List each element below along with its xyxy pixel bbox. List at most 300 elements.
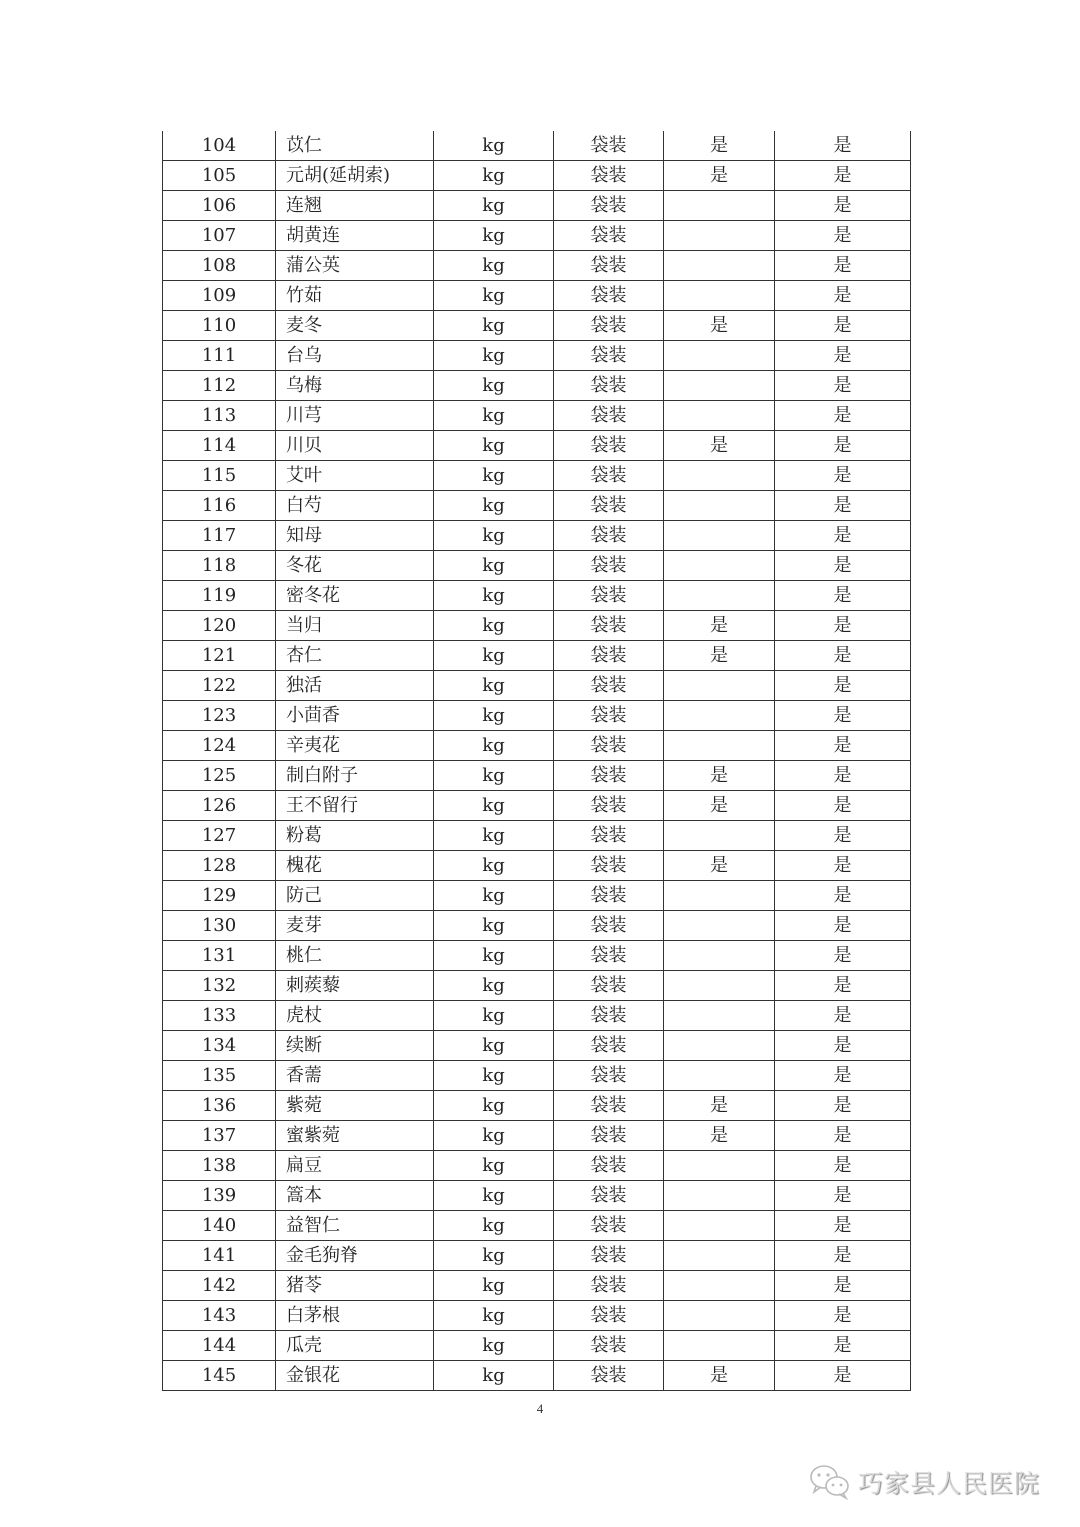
- packaging-cell: 袋装: [554, 461, 664, 491]
- flag-a-cell: [664, 971, 775, 1001]
- row-number-cell: 139: [163, 1181, 276, 1211]
- medicine-name-cell: 王不留行: [276, 791, 434, 821]
- flag-b-cell: 是: [775, 221, 911, 251]
- row-number-cell: 118: [163, 551, 276, 581]
- flag-b-cell: 是: [775, 1241, 911, 1271]
- table-row: [163, 1331, 911, 1361]
- flag-a-cell: 是: [664, 1091, 775, 1121]
- packaging-cell: 袋装: [554, 701, 664, 731]
- unit-cell: kg: [434, 431, 554, 461]
- flag-a-cell: [664, 581, 775, 611]
- unit-cell: kg: [434, 821, 554, 851]
- row-number-cell: 120: [163, 611, 276, 641]
- packaging-cell: 袋装: [554, 1091, 664, 1121]
- row-number-cell: 131: [163, 941, 276, 971]
- row-number-cell: 114: [163, 431, 276, 461]
- flag-b-cell: 是: [775, 911, 911, 941]
- flag-a-cell: 是: [664, 791, 775, 821]
- packaging-cell: 袋装: [554, 971, 664, 1001]
- medicine-name-cell: 小茴香: [276, 701, 434, 731]
- unit-cell: kg: [434, 1181, 554, 1211]
- packaging-cell: 袋装: [554, 761, 664, 791]
- row-number-cell: 128: [163, 851, 276, 881]
- packaging-cell: 袋装: [554, 821, 664, 851]
- flag-a-cell: [664, 341, 775, 371]
- table-row: [163, 431, 911, 461]
- flag-a-cell: [664, 221, 775, 251]
- flag-b-cell: 是: [775, 821, 911, 851]
- unit-cell: kg: [434, 1271, 554, 1301]
- table-row: [163, 221, 911, 251]
- table-row: [163, 1091, 911, 1121]
- unit-cell: kg: [434, 851, 554, 881]
- packaging-cell: 袋装: [554, 1001, 664, 1031]
- flag-b-cell: 是: [775, 1361, 911, 1391]
- flag-b-cell: 是: [775, 311, 911, 341]
- medicine-name-cell: 篙本: [276, 1181, 434, 1211]
- table-row: [163, 821, 911, 851]
- medicine-name-cell: 知母: [276, 521, 434, 551]
- row-number-cell: 123: [163, 701, 276, 731]
- packaging-cell: 袋装: [554, 641, 664, 671]
- packaging-cell: 袋装: [554, 581, 664, 611]
- flag-b-cell: 是: [775, 671, 911, 701]
- row-number-cell: 127: [163, 821, 276, 851]
- row-number-cell: 134: [163, 1031, 276, 1061]
- table-row: [163, 1031, 911, 1061]
- flag-a-cell: [664, 1031, 775, 1061]
- row-number-cell: 141: [163, 1241, 276, 1271]
- row-number-cell: 136: [163, 1091, 276, 1121]
- unit-cell: kg: [434, 311, 554, 341]
- watermark: [808, 1458, 1040, 1506]
- medicine-name-cell: 蒲公英: [276, 251, 434, 281]
- flag-b-cell: 是: [775, 371, 911, 401]
- medicine-name-cell: 扁豆: [276, 1151, 434, 1181]
- unit-cell: kg: [434, 911, 554, 941]
- flag-a-cell: [664, 1151, 775, 1181]
- flag-a-cell: [664, 821, 775, 851]
- packaging-cell: 袋装: [554, 311, 664, 341]
- unit-cell: kg: [434, 701, 554, 731]
- row-number-cell: 126: [163, 791, 276, 821]
- medicine-name-cell: 竹茹: [276, 281, 434, 311]
- flag-b-cell: 是: [775, 431, 911, 461]
- packaging-cell: 袋装: [554, 1211, 664, 1241]
- unit-cell: kg: [434, 341, 554, 371]
- medicine-name-cell: 金毛狗脊: [276, 1241, 434, 1271]
- flag-a-cell: [664, 491, 775, 521]
- row-number-cell: 122: [163, 671, 276, 701]
- medicine-name-cell: 辛夷花: [276, 731, 434, 761]
- packaging-cell: 袋装: [554, 791, 664, 821]
- flag-b-cell: 是: [775, 461, 911, 491]
- flag-b-cell: 是: [775, 1091, 911, 1121]
- medicine-name-cell: 蜜紫菀: [276, 1121, 434, 1151]
- flag-a-cell: 是: [664, 611, 775, 641]
- unit-cell: kg: [434, 251, 554, 281]
- unit-cell: kg: [434, 671, 554, 701]
- unit-cell: kg: [434, 1331, 554, 1361]
- table-row: [163, 1241, 911, 1271]
- flag-a-cell: [664, 1001, 775, 1031]
- unit-cell: kg: [434, 881, 554, 911]
- table-row: [163, 671, 911, 701]
- row-number-cell: 140: [163, 1211, 276, 1241]
- medicine-name-cell: 白茅根: [276, 1301, 434, 1331]
- packaging-cell: 袋装: [554, 491, 664, 521]
- flag-b-cell: 是: [775, 641, 911, 671]
- medicine-name-cell: 麦芽: [276, 911, 434, 941]
- medicine-name-cell: 当归: [276, 611, 434, 641]
- packaging-cell: 袋装: [554, 1181, 664, 1211]
- medicine-name-cell: 杏仁: [276, 641, 434, 671]
- unit-cell: kg: [434, 221, 554, 251]
- flag-a-cell: [664, 551, 775, 581]
- medicine-name-cell: 川贝: [276, 431, 434, 461]
- unit-cell: kg: [434, 611, 554, 641]
- flag-a-cell: [664, 251, 775, 281]
- flag-a-cell: [664, 1271, 775, 1301]
- medicine-name-cell: 虎杖: [276, 1001, 434, 1031]
- packaging-cell: 袋装: [554, 911, 664, 941]
- medicine-name-cell: 冬花: [276, 551, 434, 581]
- packaging-cell: 袋装: [554, 341, 664, 371]
- unit-cell: kg: [434, 641, 554, 671]
- flag-b-cell: 是: [775, 851, 911, 881]
- row-number-cell: 137: [163, 1121, 276, 1151]
- flag-b-cell: 是: [775, 1031, 911, 1061]
- unit-cell: kg: [434, 551, 554, 581]
- flag-b-cell: 是: [775, 1271, 911, 1301]
- flag-a-cell: 是: [664, 851, 775, 881]
- packaging-cell: 袋装: [554, 1121, 664, 1151]
- row-number-cell: 117: [163, 521, 276, 551]
- row-number-cell: 105: [163, 161, 276, 191]
- table-row: [163, 701, 911, 731]
- table-row: [163, 521, 911, 551]
- table-row: [163, 401, 911, 431]
- packaging-cell: 袋装: [554, 611, 664, 641]
- flag-a-cell: [664, 731, 775, 761]
- unit-cell: kg: [434, 1121, 554, 1151]
- packaging-cell: 袋装: [554, 671, 664, 701]
- flag-a-cell: 是: [664, 641, 775, 671]
- unit-cell: kg: [434, 1001, 554, 1031]
- row-number-cell: 132: [163, 971, 276, 1001]
- medicine-name-cell: 防己: [276, 881, 434, 911]
- flag-a-cell: [664, 941, 775, 971]
- table-row: [163, 1211, 911, 1241]
- medicine-name-cell: 元胡(延胡索): [276, 161, 434, 191]
- table-row: [163, 191, 911, 221]
- row-number-cell: 124: [163, 731, 276, 761]
- flag-b-cell: 是: [775, 131, 911, 161]
- flag-a-cell: [664, 881, 775, 911]
- flag-a-cell: [664, 281, 775, 311]
- medicine-name-cell: 川芎: [276, 401, 434, 431]
- flag-a-cell: [664, 1241, 775, 1271]
- medicine-name-cell: 乌梅: [276, 371, 434, 401]
- medicine-name-cell: 猪苓: [276, 1271, 434, 1301]
- table-row: [163, 551, 911, 581]
- medicine-name-cell: 制白附子: [276, 761, 434, 791]
- medicine-name-cell: 桃仁: [276, 941, 434, 971]
- table-row: [163, 641, 911, 671]
- medicine-name-cell: 苡仁: [276, 131, 434, 161]
- packaging-cell: 袋装: [554, 131, 664, 161]
- flag-b-cell: 是: [775, 881, 911, 911]
- flag-a-cell: 是: [664, 1121, 775, 1151]
- table-row: [163, 881, 911, 911]
- unit-cell: kg: [434, 281, 554, 311]
- unit-cell: kg: [434, 731, 554, 761]
- unit-cell: kg: [434, 1031, 554, 1061]
- row-number-cell: 145: [163, 1361, 276, 1391]
- packaging-cell: 袋装: [554, 371, 664, 401]
- flag-b-cell: 是: [775, 971, 911, 1001]
- row-number-cell: 133: [163, 1001, 276, 1031]
- flag-b-cell: 是: [775, 191, 911, 221]
- packaging-cell: 袋装: [554, 401, 664, 431]
- packaging-cell: 袋装: [554, 1301, 664, 1331]
- unit-cell: kg: [434, 401, 554, 431]
- medicine-name-cell: 槐花: [276, 851, 434, 881]
- unit-cell: kg: [434, 371, 554, 401]
- table-row: [163, 1121, 911, 1151]
- row-number-cell: 143: [163, 1301, 276, 1331]
- flag-a-cell: [664, 1301, 775, 1331]
- unit-cell: kg: [434, 1241, 554, 1271]
- unit-cell: kg: [434, 1361, 554, 1391]
- packaging-cell: 袋装: [554, 1271, 664, 1301]
- unit-cell: kg: [434, 1151, 554, 1181]
- medicine-name-cell: 艾叶: [276, 461, 434, 491]
- packaging-cell: 袋装: [554, 221, 664, 251]
- packaging-cell: 袋装: [554, 431, 664, 461]
- packaging-cell: 袋装: [554, 1031, 664, 1061]
- flag-b-cell: 是: [775, 1181, 911, 1211]
- packaging-cell: 袋装: [554, 941, 664, 971]
- packaging-cell: 袋装: [554, 251, 664, 281]
- flag-a-cell: [664, 1061, 775, 1091]
- packaging-cell: 袋装: [554, 1331, 664, 1361]
- unit-cell: kg: [434, 791, 554, 821]
- medicine-name-cell: 白芍: [276, 491, 434, 521]
- packaging-cell: 袋装: [554, 1361, 664, 1391]
- medicine-name-cell: 粉葛: [276, 821, 434, 851]
- flag-b-cell: 是: [775, 611, 911, 641]
- flag-b-cell: 是: [775, 761, 911, 791]
- flag-b-cell: 是: [775, 731, 911, 761]
- packaging-cell: 袋装: [554, 1241, 664, 1271]
- packaging-cell: 袋装: [554, 281, 664, 311]
- row-number-cell: 104: [163, 131, 276, 161]
- row-number-cell: 109: [163, 281, 276, 311]
- row-number-cell: 135: [163, 1061, 276, 1091]
- flag-b-cell: 是: [775, 1001, 911, 1031]
- flag-a-cell: 是: [664, 431, 775, 461]
- flag-b-cell: 是: [775, 581, 911, 611]
- flag-a-cell: [664, 1331, 775, 1361]
- row-number-cell: 107: [163, 221, 276, 251]
- row-number-cell: 112: [163, 371, 276, 401]
- unit-cell: kg: [434, 1301, 554, 1331]
- flag-b-cell: 是: [775, 491, 911, 521]
- flag-a-cell: [664, 401, 775, 431]
- packaging-cell: 袋装: [554, 521, 664, 551]
- medicine-name-cell: 续断: [276, 1031, 434, 1061]
- row-number-cell: 121: [163, 641, 276, 671]
- flag-b-cell: 是: [775, 401, 911, 431]
- flag-a-cell: [664, 1181, 775, 1211]
- table-row: [163, 851, 911, 881]
- flag-b-cell: 是: [775, 1211, 911, 1241]
- medicine-name-cell: 益智仁: [276, 1211, 434, 1241]
- wechat-icon: [808, 1462, 852, 1502]
- row-number-cell: 130: [163, 911, 276, 941]
- flag-a-cell: 是: [664, 761, 775, 791]
- unit-cell: kg: [434, 971, 554, 1001]
- row-number-cell: 106: [163, 191, 276, 221]
- row-number-cell: 129: [163, 881, 276, 911]
- table-row: [163, 1271, 911, 1301]
- unit-cell: kg: [434, 191, 554, 221]
- medicine-name-cell: 紫菀: [276, 1091, 434, 1121]
- unit-cell: kg: [434, 491, 554, 521]
- table-row: [163, 1181, 911, 1211]
- unit-cell: kg: [434, 1061, 554, 1091]
- flag-a-cell: [664, 521, 775, 551]
- packaging-cell: 袋装: [554, 731, 664, 761]
- table-row: [163, 251, 911, 281]
- medicine-name-cell: 香薷: [276, 1061, 434, 1091]
- table-row: [163, 761, 911, 791]
- row-number-cell: 125: [163, 761, 276, 791]
- unit-cell: kg: [434, 461, 554, 491]
- table-row: [163, 611, 911, 641]
- flag-a-cell: [664, 911, 775, 941]
- medicine-table: [162, 131, 911, 1391]
- flag-b-cell: 是: [775, 161, 911, 191]
- row-number-cell: 115: [163, 461, 276, 491]
- unit-cell: kg: [434, 521, 554, 551]
- table-row: [163, 941, 911, 971]
- medicine-name-cell: 连翘: [276, 191, 434, 221]
- medicine-name-cell: 金银花: [276, 1361, 434, 1391]
- table-row: [163, 311, 911, 341]
- row-number-cell: 110: [163, 311, 276, 341]
- packaging-cell: 袋装: [554, 161, 664, 191]
- unit-cell: kg: [434, 131, 554, 161]
- table-row: [163, 281, 911, 311]
- row-number-cell: 138: [163, 1151, 276, 1181]
- packaging-cell: 袋装: [554, 191, 664, 221]
- unit-cell: kg: [434, 1211, 554, 1241]
- flag-a-cell: [664, 671, 775, 701]
- table-row: [163, 161, 911, 191]
- medicine-name-cell: 独活: [276, 671, 434, 701]
- table-row: [163, 1361, 911, 1391]
- table-row: [163, 131, 911, 161]
- table-row: [163, 1301, 911, 1331]
- unit-cell: kg: [434, 1091, 554, 1121]
- row-number-cell: 113: [163, 401, 276, 431]
- row-number-cell: 111: [163, 341, 276, 371]
- row-number-cell: 142: [163, 1271, 276, 1301]
- table-row: [163, 461, 911, 491]
- flag-b-cell: 是: [775, 1121, 911, 1151]
- flag-b-cell: 是: [775, 1151, 911, 1181]
- table-row: [163, 371, 911, 401]
- table-row: [163, 791, 911, 821]
- unit-cell: kg: [434, 941, 554, 971]
- table-row: [163, 971, 911, 1001]
- flag-b-cell: 是: [775, 551, 911, 581]
- unit-cell: kg: [434, 761, 554, 791]
- row-number-cell: 108: [163, 251, 276, 281]
- flag-b-cell: 是: [775, 521, 911, 551]
- table-row: [163, 1001, 911, 1031]
- table-row: [163, 731, 911, 761]
- unit-cell: kg: [434, 161, 554, 191]
- medicine-name-cell: 胡黄连: [276, 221, 434, 251]
- flag-b-cell: 是: [775, 1061, 911, 1091]
- flag-b-cell: 是: [775, 251, 911, 281]
- flag-a-cell: [664, 191, 775, 221]
- table-row: [163, 1151, 911, 1181]
- flag-b-cell: 是: [775, 941, 911, 971]
- medicine-name-cell: 瓜壳: [276, 1331, 434, 1361]
- table-row: [163, 581, 911, 611]
- page-number: 4: [536, 1401, 544, 1416]
- flag-a-cell: 是: [664, 161, 775, 191]
- packaging-cell: 袋装: [554, 1151, 664, 1181]
- flag-a-cell: [664, 701, 775, 731]
- flag-a-cell: 是: [664, 131, 775, 161]
- packaging-cell: 袋装: [554, 881, 664, 911]
- table-row: [163, 491, 911, 521]
- table-row: [163, 911, 911, 941]
- flag-b-cell: 是: [775, 341, 911, 371]
- table-row: [163, 341, 911, 371]
- packaging-cell: 袋装: [554, 551, 664, 581]
- medicine-name-cell: 麦冬: [276, 311, 434, 341]
- table-body: [163, 131, 911, 1391]
- flag-b-cell: 是: [775, 1301, 911, 1331]
- row-number-cell: 144: [163, 1331, 276, 1361]
- flag-a-cell: 是: [664, 1361, 775, 1391]
- medicine-name-cell: 密冬花: [276, 581, 434, 611]
- row-number-cell: 116: [163, 491, 276, 521]
- flag-b-cell: 是: [775, 701, 911, 731]
- medicine-name-cell: 台乌: [276, 341, 434, 371]
- flag-b-cell: 是: [775, 1331, 911, 1361]
- flag-b-cell: 是: [775, 281, 911, 311]
- flag-a-cell: 是: [664, 311, 775, 341]
- medicine-name-cell: 刺蒺藜: [276, 971, 434, 1001]
- table-row: [163, 1061, 911, 1091]
- unit-cell: kg: [434, 581, 554, 611]
- row-number-cell: 119: [163, 581, 276, 611]
- flag-a-cell: [664, 461, 775, 491]
- watermark-text: 巧家县人民医院: [858, 1469, 1041, 1498]
- packaging-cell: 袋装: [554, 851, 664, 881]
- flag-b-cell: 是: [775, 791, 911, 821]
- flag-a-cell: [664, 371, 775, 401]
- packaging-cell: 袋装: [554, 1061, 664, 1091]
- flag-a-cell: [664, 1211, 775, 1241]
